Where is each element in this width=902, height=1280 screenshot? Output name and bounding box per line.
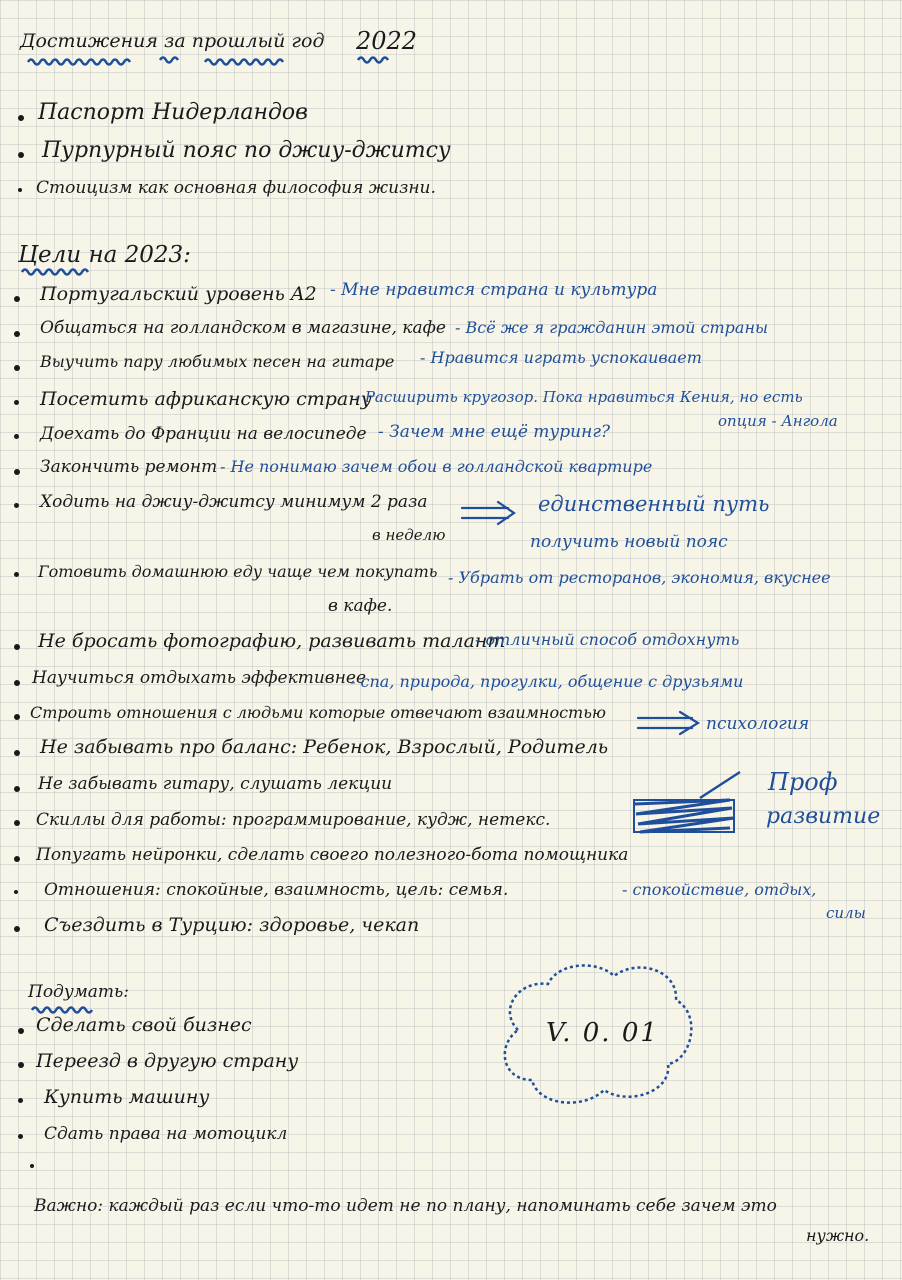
bullet-dot <box>18 1098 23 1103</box>
goal-text: Доехать до Франции на велосипеде <box>40 424 367 444</box>
goal-note: - спокойствие, отдых, <box>622 880 817 899</box>
goal-text: Португальский уровень A2 <box>40 283 317 305</box>
goal-note: - спа, природа, прогулки, общение с друзьями <box>350 672 744 691</box>
goal-note: - отличный способ отдохнуть <box>475 630 740 649</box>
goal-note: - Зачем мне ещё туринг? <box>378 422 611 442</box>
arrow-right-icon <box>460 500 520 530</box>
achievement-item: Паспорт Нидерландов <box>38 100 308 125</box>
someday-heading: Подумать: <box>28 982 130 1002</box>
goal-text: Выучить пару любимых песен на гитаре <box>40 352 395 371</box>
goal-text: Не забывать гитару, слушать лекции <box>38 774 393 794</box>
goal-note: - Мне нравится страна и культура <box>330 280 658 300</box>
important-note-end: нужно. <box>806 1226 870 1245</box>
goal-text: Съездить в Турцию: здоровье, чекап <box>44 914 420 936</box>
scribble-mark <box>630 770 750 840</box>
goal-text: Отношения: спокойные, взаимность, цель: семья. <box>44 880 509 900</box>
goal-text: Попугать нейронки, сделать своего полезного-бота помощника <box>36 845 629 865</box>
goal-text-continued: в кафе. <box>328 596 393 616</box>
important-note: Важно: каждый раз если что-то идет не по плану, напоминать себе зачем это <box>34 1196 777 1216</box>
someday-item: Купить машину <box>44 1086 210 1108</box>
achievement-item: Стоицизм как основная философия жизни. <box>36 178 436 198</box>
goal-text-continued: в неделю <box>372 526 446 544</box>
goal-text: Научиться отдыхать эффективнее <box>32 668 367 688</box>
goal-note: психология <box>706 714 810 734</box>
goal-text: Посетить африканскую страну <box>40 388 372 410</box>
someday-heading-underline <box>0 0 200 1020</box>
goal-note-continued: силы <box>826 904 866 922</box>
prof-note: развитие <box>766 804 881 829</box>
bullet-dot <box>18 1028 24 1034</box>
goal-text: Скиллы для работы: программирование, кудж, нетекс. <box>36 810 551 830</box>
goal-text: Готовить домашнюю еду чаще чем покупать <box>38 562 438 581</box>
page-title: Достижения за прошлый год <box>20 30 325 52</box>
goal-note: - Расширить кругозор. Пока нравиться Кения, но есть <box>355 388 803 406</box>
someday-item: Сделать свой бизнес <box>36 1014 252 1036</box>
arrow-right-icon <box>636 710 706 740</box>
version-label: V. 0. 01 <box>546 1018 659 1048</box>
bullet-dot <box>18 1134 23 1139</box>
goal-note-continued: получить новый пояс <box>530 532 728 552</box>
goal-note: - Всё же я гражданин этой страны <box>455 318 769 337</box>
goal-note: единственный путь <box>538 492 770 516</box>
bullet-dot <box>30 1164 34 1168</box>
goal-text: Ходить на джиу-джитсу минимум 2 раза <box>40 492 428 512</box>
goal-text: Закончить ремонт <box>40 457 218 477</box>
goal-note: - Убрать от ресторанов, экономия, вкуснее <box>448 568 831 587</box>
someday-item: Сдать права на мотоцикл <box>44 1124 288 1144</box>
goal-note: - Не понимаю зачем обои в голландской квартире <box>220 457 653 476</box>
goal-text: Строить отношения с людьми которые отвечают взаимностью <box>30 703 607 722</box>
bullet-dot <box>18 1062 24 1068</box>
goal-text: Не забывать про баланс: Ребенок, Взрослый, Родитель <box>40 736 609 758</box>
goal-text: Не бросать фотографию, развивать талант <box>38 630 506 652</box>
goal-text: Общаться на голландском в магазине, кафе <box>40 318 446 338</box>
title-year: 2022 <box>356 27 418 55</box>
goal-note: - Нравится играть успокаивает <box>420 348 702 367</box>
prof-note: Проф <box>768 768 838 796</box>
achievement-item: Пурпурный пояс по джиу-джитсу <box>42 138 451 163</box>
goal-note-continued: опция - Ангола <box>718 412 838 430</box>
someday-item: Переезд в другую страну <box>36 1050 299 1072</box>
goals-heading: Цели на 2023: <box>18 242 191 268</box>
